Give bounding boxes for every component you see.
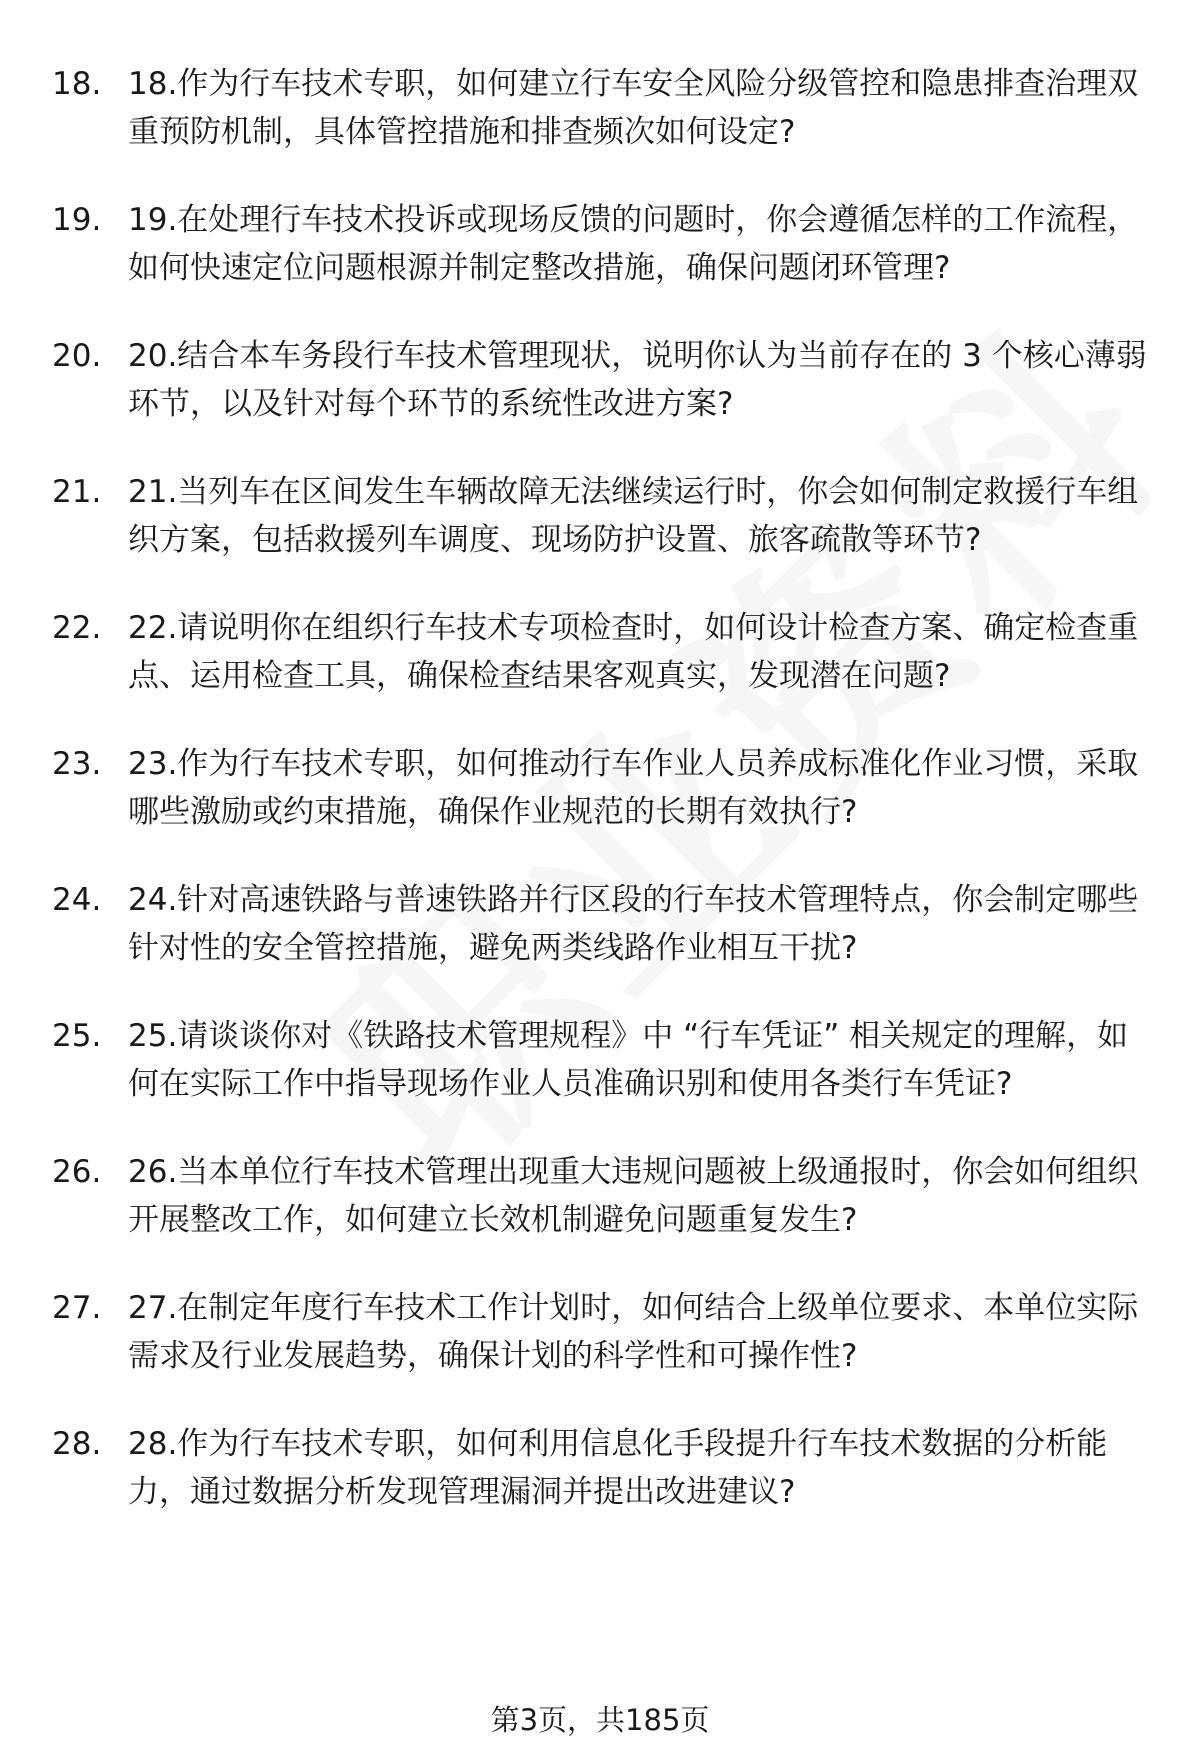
question-number: 23. xyxy=(52,746,102,782)
question-text: 24.针对高速铁路与普速铁路并行区段的行车技术管理特点，你会制定哪些针对性的安全管控措施，避免两类线路作业相互干扰? xyxy=(128,882,1139,966)
question-text: 21.当列车在区间发生车辆故障无法继续运行时，你会如何制定救援行车组织方案，包括救援列车调度、现场防护设置、旅客疏散等环节? xyxy=(128,474,1139,558)
question-text: 19.在处理行车技术投诉或现场反馈的问题时，你会遵循怎样的工作流程，如何快速定位问题根源并制定整改措施，确保问题闭环管理? xyxy=(128,202,1139,286)
question-number: 22. xyxy=(52,610,102,646)
question-item xyxy=(0,1148,1200,1244)
question-number: 25. xyxy=(52,1018,102,1054)
question-item xyxy=(0,604,1200,700)
question-text: 26.当本单位行车技术管理出现重大违规问题被上级通报时，你会如何组织开展整改工作，如何建立长效机制避免问题重复发生? xyxy=(128,1154,1139,1238)
question-item xyxy=(0,740,1200,836)
question-text: 20.结合本车务段行车技术管理现状，说明你认为当前存在的 3 个核心薄弱环节，以及针对每个环节的系统性改进方案? xyxy=(128,338,1147,422)
question-text: 18.作为行车技术专职，如何建立行车安全风险分级管控和隐患排查治理双重预防机制，具体管控措施和排查频次如何设定? xyxy=(128,66,1139,150)
question-number: 28. xyxy=(52,1426,102,1462)
question-text: 23.作为行车技术专职，如何推动行车作业人员养成标准化作业习惯，采取哪些激励或约束措施，确保作业规范的长期有效执行? xyxy=(128,746,1139,830)
question-item xyxy=(0,876,1200,972)
question-number: 26. xyxy=(52,1154,102,1190)
question-number: 27. xyxy=(52,1290,102,1326)
question-number: 21. xyxy=(52,474,102,510)
question-item xyxy=(0,468,1200,564)
question-item xyxy=(0,1012,1200,1108)
question-item xyxy=(0,1420,1200,1516)
question-number: 24. xyxy=(52,882,102,918)
question-number: 19. xyxy=(52,202,102,238)
question-list xyxy=(0,60,1200,1556)
page-footer: 第3页，共185页 xyxy=(490,1703,710,1737)
question-number: 18. xyxy=(52,66,102,102)
question-item xyxy=(0,196,1200,292)
question-item xyxy=(0,60,1200,156)
question-number: 20. xyxy=(52,338,102,374)
question-text: 25.请谈谈你对《铁路技术管理规程》中 “行车凭证” 相关规定的理解，如何在实际工作中指导现场作业人员准确识别和使用各类行车凭证? xyxy=(128,1018,1129,1102)
question-item xyxy=(0,1284,1200,1380)
question-item xyxy=(0,332,1200,428)
question-text: 28.作为行车技术专职，如何利用信息化手段提升行车技术数据的分析能力，通过数据分析发现管理漏洞并提出改进建议? xyxy=(128,1426,1108,1510)
question-text: 27.在制定年度行车技术工作计划时，如何结合上级单位要求、本单位实际需求及行业发展趋势，确保计划的科学性和可操作性? xyxy=(128,1290,1139,1374)
question-text: 22.请说明你在组织行车技术专项检查时，如何设计检查方案、确定检查重点、运用检查工具，确保检查结果客观真实，发现潜在问题? xyxy=(128,610,1139,694)
